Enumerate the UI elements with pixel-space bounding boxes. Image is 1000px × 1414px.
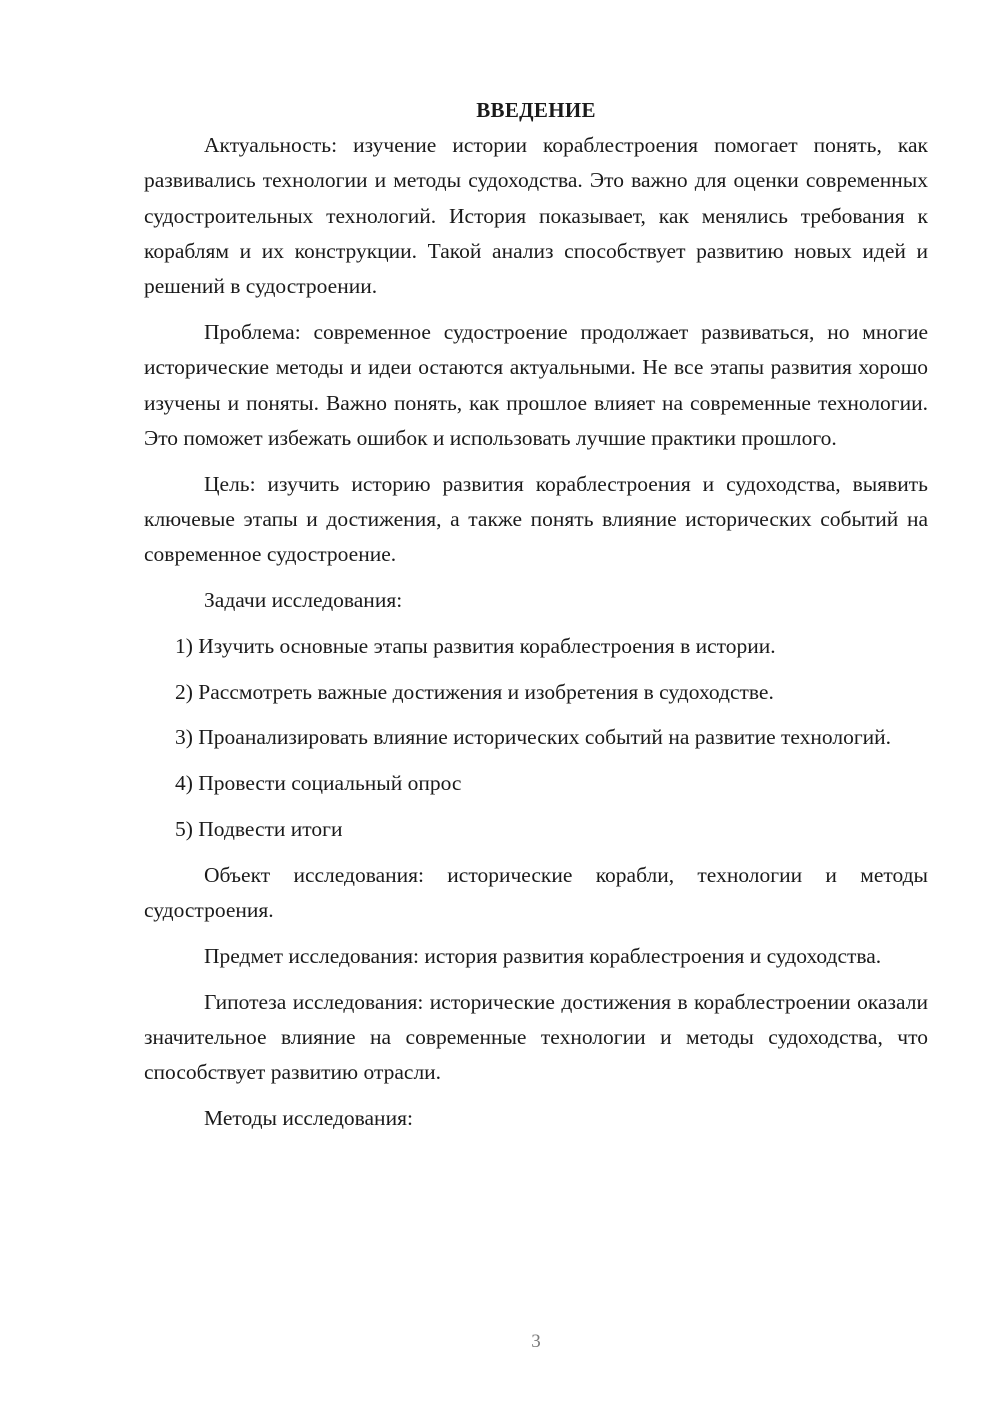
task-item-3: 3) Проанализировать влияние исторических событий на развитие технологий. [175, 725, 892, 750]
task-item-4: 4) Провести социальный опрос [175, 771, 462, 796]
task-item-2: 2) Рассмотреть важные достижения и изобретения в судоходстве. [175, 679, 774, 704]
paragraph-relevance: Актуальность: изучение истории кораблестроения помогает понять, как развивались технологии и методы судоходства. Это важно для оценки современных судостроительных технологий. История показывает, как менялись требования к кораблям и их конструкции. Такой анализ способствует развитию новых идей и решений в судостроении. [144, 133, 928, 299]
paragraph-methods: Методы исследования: [204, 1106, 413, 1131]
paragraph-tasks-heading: Задачи исследования: [204, 588, 403, 613]
task-item-5: 5) Подвести итоги [175, 817, 343, 842]
page-number: 3 [531, 1331, 541, 1352]
paragraph-subject: Предмет исследования: история развития кораблестроения и судоходства. [204, 943, 882, 968]
page-title: ВВЕДЕНИЕ [476, 98, 596, 122]
paragraph-object: Объект исследования: исторические корабли, технологии и методы судостроения. [144, 862, 928, 923]
paragraph-problem: Проблема: современное судостроение продолжает развиваться, но многие исторические методы и идеи остаются актуальными. Не все этапы развития хорошо изучены и поняты. Важно понять, как прошлое влияет на современные технологии. Это поможет избежать ошибок и использовать лучшие практики прошлого. [144, 319, 928, 450]
task-item-1: 1) Изучить основные этапы развития кораблестроения в истории. [175, 633, 776, 658]
document-page [144, 93, 928, 1147]
paragraph-goal: Цель: изучить историю развития кораблестроения и судоходства, выявить ключевые этапы и достижения, а также понять влияние исторических событий на современное судостроение. [144, 471, 928, 567]
paragraph-hypothesis: Гипотеза исследования: исторические достижения в кораблестроении оказали значительное влияние на современные технологии и методы судоходства, что способствует развитию отрасли. [144, 989, 928, 1085]
